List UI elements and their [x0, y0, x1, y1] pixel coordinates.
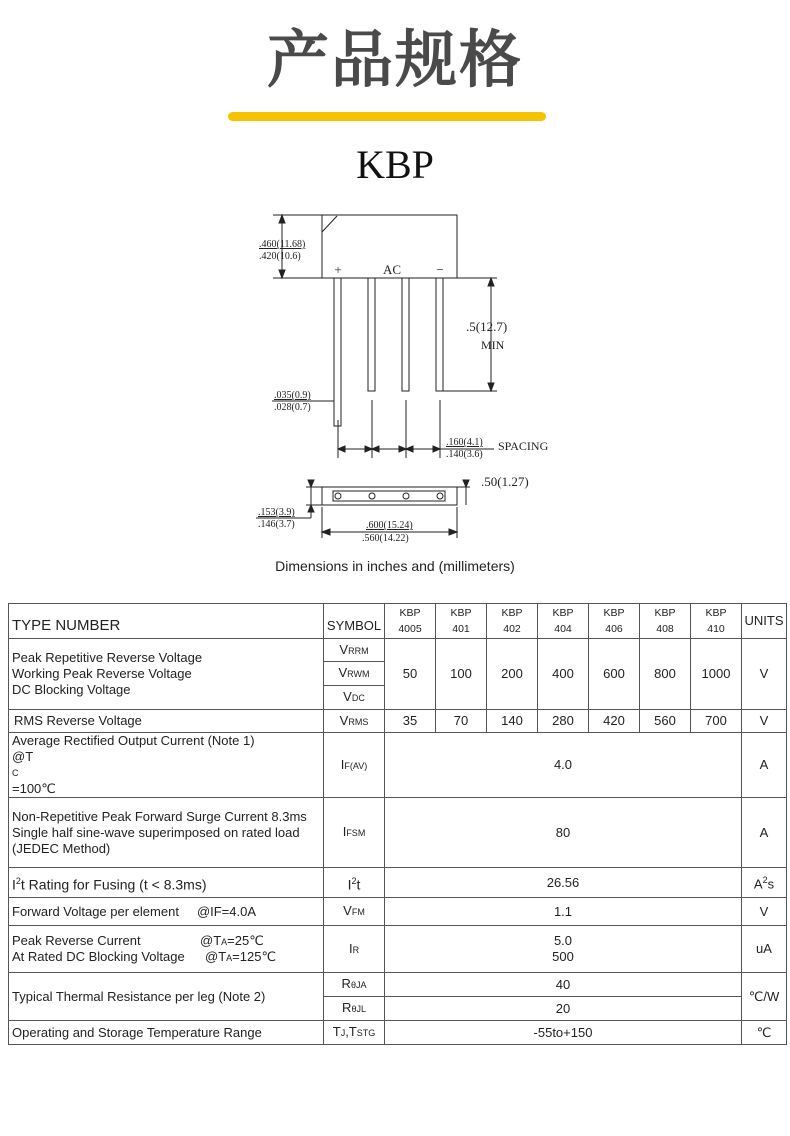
value-rms-406: 420	[589, 710, 640, 733]
value-ir: 5.0 500	[385, 926, 742, 973]
bottom-pad-3	[403, 493, 409, 499]
table-row	[9, 973, 787, 997]
unit-vrrm: V	[742, 639, 787, 710]
value-rms-401: 70	[436, 710, 487, 733]
symbol-vrms: VRMS	[324, 710, 385, 733]
table-row	[9, 639, 787, 662]
row-avg-current-label: Average Rectified Output Current (Note 1) @T C =100℃	[9, 733, 324, 798]
pin-ac-label: AC	[382, 262, 402, 277]
symbol-ifsm: IFSM	[324, 798, 385, 868]
unit-rms: V	[742, 710, 787, 733]
row-i2t-label: $I^2t$ Rating for Fusing (t < 8.3ms)	[9, 868, 324, 898]
header-model-402: KBP 402	[487, 604, 538, 639]
row-voltage-labels: Peak Repetitive Reverse Voltage Working Peak Reverse Voltage DC Blocking Voltage	[9, 639, 324, 710]
unit-vfm: V	[742, 898, 787, 926]
value-vrrm-4005: 50	[385, 639, 436, 710]
table-row	[9, 710, 787, 733]
value-vrrm-410: 1000	[691, 639, 742, 710]
pin-minus-label: −	[436, 262, 444, 277]
thick-dim-min: .146(3.7)	[258, 519, 295, 530]
spacing-label: SPACING	[498, 439, 549, 453]
value-vrrm-402: 200	[487, 639, 538, 710]
lead-1	[334, 278, 341, 426]
hole-arrow	[463, 480, 469, 487]
bottom-view-rail	[333, 491, 445, 501]
spacing-dim-max: .160(4.1)	[446, 437, 483, 448]
value-vrrm-404: 400	[538, 639, 589, 710]
package-name: KBP	[356, 142, 434, 187]
hole-dim-value: .50(1.27)	[481, 474, 529, 489]
bottom-pad-2	[369, 493, 375, 499]
leadlen-dim-value: .5(12.7)	[466, 319, 508, 334]
value-rms-408: 560	[640, 710, 691, 733]
row-temp-label: Operating and Storage Temperature Range	[9, 1021, 324, 1045]
header-model-406: KBP 406	[589, 604, 640, 639]
value-temp: -55to+150	[385, 1021, 742, 1045]
header-type-number: TYPE NUMBER	[9, 604, 324, 639]
pin-plus-label: +	[334, 262, 342, 277]
symbol-tj-tstg: TJ,TSTG	[324, 1021, 385, 1045]
value-ifsm: 80	[385, 798, 742, 868]
symbol-i2t: $I^2t$	[324, 868, 385, 898]
header-model-4005: KBP 4005	[385, 604, 436, 639]
row-surge-label: Non-Repetitive Peak Forward Surge Current 8.3ms Single half sine-wave superimposed on rated load (JEDEC Method)	[9, 798, 324, 868]
header-model-404: KBP 404	[538, 604, 589, 639]
header-model-401: KBP 401	[436, 604, 487, 639]
table-row	[9, 798, 787, 868]
row-rms-label: RMS Reverse Voltage	[9, 710, 324, 733]
height-dim-max: .460(11.68)	[259, 239, 306, 250]
symbol-vrrm: VRRM	[324, 639, 385, 662]
table-row	[9, 898, 787, 926]
value-i2t: 26.56	[385, 868, 742, 898]
symbol-ifav: IF(AV)	[324, 733, 385, 798]
unit-i2t: $A^2s$	[742, 868, 787, 898]
value-vrrm-401: 100	[436, 639, 487, 710]
thick-dim-max: .153(3.9)	[258, 507, 295, 518]
header-row	[9, 604, 787, 639]
row-ir-label: Peak Reverse Current @TA=25℃ At Rated DC Blocking Voltage @TA=125℃	[9, 926, 324, 973]
lead-2	[368, 278, 375, 391]
row-vf-label: Forward Voltage per element @IF=4.0A	[9, 898, 324, 926]
table-row	[9, 926, 787, 973]
value-vrrm-406: 600	[589, 639, 640, 710]
value-ifav: 4.0	[385, 733, 742, 798]
symbol-ir: IR	[324, 926, 385, 973]
symbol-rthjl: RθJL	[324, 997, 385, 1021]
symbol-rthja: RθJA	[324, 973, 385, 997]
symbol-vdc: VDC	[324, 686, 385, 710]
header-symbol: SYMBOL	[324, 604, 385, 639]
unit-thermal: ℃/W	[742, 973, 787, 1021]
value-rthjl: 20	[385, 997, 742, 1021]
width-dim-max: .600(15.24)	[366, 520, 413, 531]
bottom-pad-4	[437, 493, 443, 499]
value-vfm: 1.1	[385, 898, 742, 926]
value-vrrm-408: 800	[640, 639, 691, 710]
row-thermal-label: Typical Thermal Resistance per leg (Note 2)	[9, 973, 324, 1021]
dimension-caption: Dimensions in inches and (millimeters)	[275, 558, 515, 574]
width-dim-min: .560(14.22)	[362, 533, 409, 544]
lead-4	[436, 278, 443, 391]
symbol-vrwm: VRWM	[324, 662, 385, 686]
spacing-dim-min: .140(3.6)	[446, 449, 483, 460]
body-bevel	[322, 216, 337, 232]
header-model-408: KBP 408	[640, 604, 691, 639]
bottom-pad-1	[335, 493, 341, 499]
value-rthja: 40	[385, 973, 742, 997]
header-units: UNITS	[742, 604, 787, 639]
lead-3	[402, 278, 409, 391]
unit-temp: ℃	[742, 1021, 787, 1045]
height-dim-min: .420(10.6)	[259, 251, 301, 262]
value-rms-404: 280	[538, 710, 589, 733]
header-model-410: KBP 410	[691, 604, 742, 639]
page-title: 产品规格	[266, 23, 523, 96]
unit-ifav: A	[742, 733, 787, 798]
leadw-dim-min: .028(0.7)	[274, 402, 311, 413]
value-rms-4005: 35	[385, 710, 436, 733]
spec-table	[8, 603, 787, 1045]
value-rms-410: 700	[691, 710, 742, 733]
table-row	[9, 868, 787, 898]
leadlen-dim-min: MIN	[481, 338, 505, 352]
table-row	[9, 733, 787, 798]
table-row	[9, 1021, 787, 1045]
unit-ifsm: A	[742, 798, 787, 868]
symbol-vfm: VFM	[324, 898, 385, 926]
leadw-dim-max: .035(0.9)	[274, 390, 311, 401]
value-rms-402: 140	[487, 710, 538, 733]
unit-ir: uA	[742, 926, 787, 973]
